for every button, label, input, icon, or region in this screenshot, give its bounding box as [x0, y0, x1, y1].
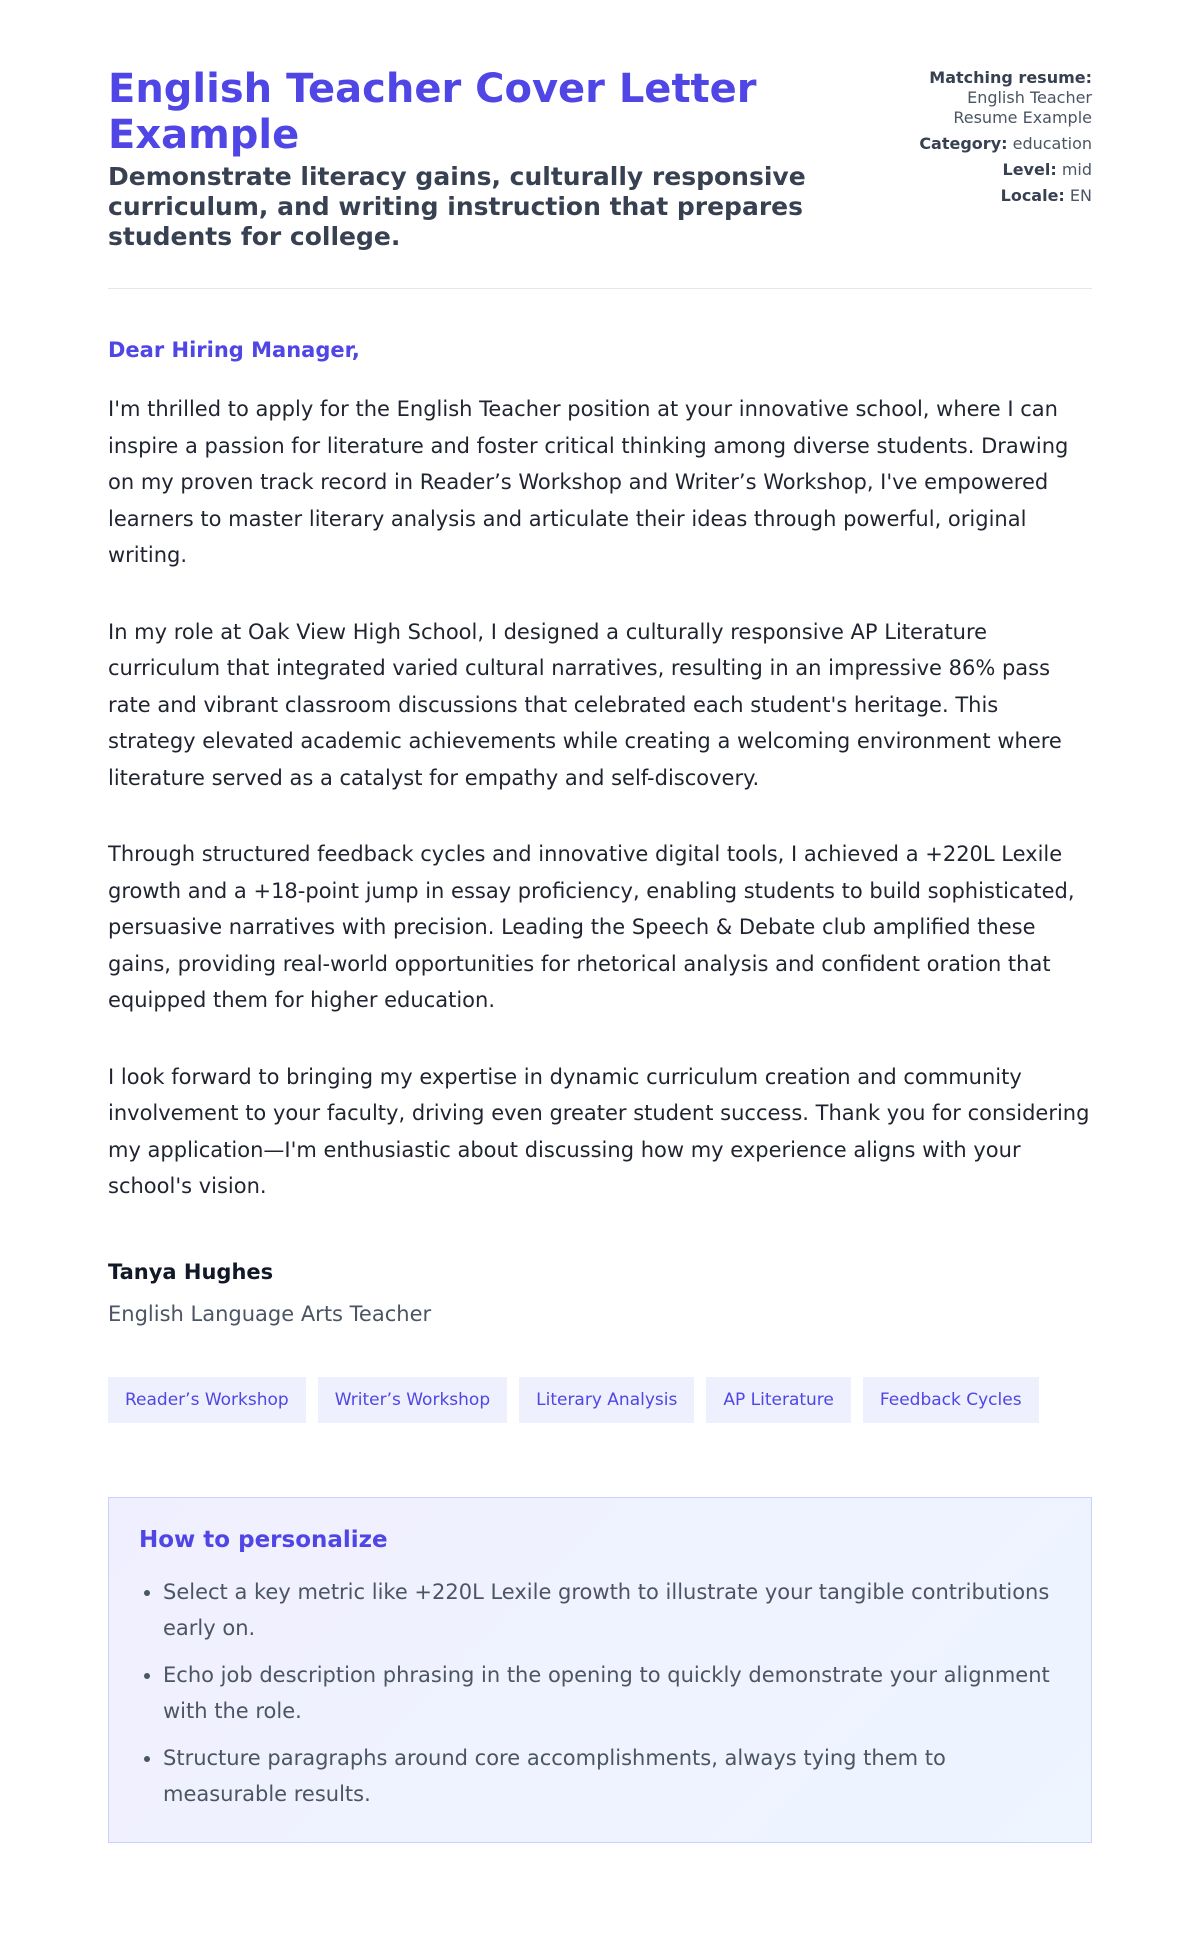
- personalize-tips-box: [108, 1497, 1092, 1843]
- skill-tag: Reader’s Workshop: [108, 1377, 306, 1423]
- letter-paragraph: I'm thrilled to apply for the English Teacher position at your innovative school, where I can inspire a passion for literature and foster critical thinking among diverse students. Drawing on my proven track record in Reader’s Workshop and Writer’s Workshop, I've empowered learners to master literary analysis and articulate their ideas through powerful, original writing.: [108, 397, 1069, 567]
- skill-tag: Literary Analysis: [519, 1377, 694, 1423]
- letter-paragraph: I look forward to bringing my expertise in dynamic curriculum creation and community involvement to your faculty, driving even greater student success. Thank you for considering my application—I'm enthusiastic about discussing how my experience aligns with your school's vision.: [108, 1064, 1090, 1198]
- letter-paragraph: Through structured feedback cycles and innovative digital tools, I achieved a +220L Lexile growth and a +18-point jump in essay proficiency, enabling students to build sophisticated, persuasive narratives with precision. Leading the Speech & Debate club amplified these gains, providing real-world opportunities for rhetorical analysis and confident oration that equipped them for higher education.: [108, 842, 1075, 1012]
- meta-category-value: education: [1012, 134, 1092, 153]
- tip-item: • Echo job description phrasing in the opening to quickly demonstrate your alignment with the role.: [163, 1657, 1061, 1729]
- meta-matching-resume: [841, 68, 1092, 128]
- letter-greeting: Dear Hiring Manager,: [108, 338, 360, 362]
- tips-list: [139, 1574, 1061, 1812]
- skill-tag: AP Literature: [706, 1377, 851, 1423]
- meta-level-value: mid: [1061, 160, 1092, 179]
- meta-level-label: Level:: [1002, 160, 1057, 179]
- meta-locale-label: Locale:: [1000, 186, 1065, 205]
- page-header: [108, 66, 1092, 252]
- signature-role: English Language Arts Teacher: [108, 1301, 432, 1326]
- skill-tag: Writer’s Workshop: [318, 1377, 507, 1423]
- letter-signature: [108, 1259, 1092, 1327]
- page-title: English Teacher Cover Letter Example: [108, 66, 757, 158]
- meta-category-label: Category:: [919, 134, 1008, 153]
- signature-name: Tanya Hughes: [108, 1259, 274, 1284]
- meta-matching-resume-value[interactable]: English Teacher Resume Example: [953, 88, 1092, 127]
- tip-item: • Structure paragraphs around core accomplishments, always tying them to measurable results.: [163, 1740, 1061, 1812]
- header-divider: [108, 288, 1092, 289]
- skill-tags: [108, 1377, 1092, 1423]
- meta-matching-resume-label: Matching resume:: [929, 68, 1092, 87]
- meta-locale: [841, 186, 1092, 206]
- meta-locale-value: EN: [1069, 186, 1092, 205]
- meta-panel: [841, 66, 1092, 212]
- page-subtitle: Demonstrate literacy gains, culturally responsive curriculum, and writing instruction that prepares students for college.: [108, 162, 806, 251]
- header-titles: [108, 66, 841, 252]
- letter-paragraph: In my role at Oak View High School, I designed a culturally responsive AP Literature curriculum that integrated varied cultural narratives, resulting in an impressive 86% pass rate and vibrant classroom discussions that celebrated each student's heritage. This strategy elevated academic achievements while creating a welcoming environment where literature served as a catalyst for empathy and self-discovery.: [108, 619, 1062, 790]
- letter-body: [108, 391, 1092, 1205]
- meta-level: [841, 160, 1092, 180]
- meta-category: [841, 134, 1092, 154]
- skill-tag: Feedback Cycles: [863, 1377, 1039, 1423]
- tips-title: How to personalize: [139, 1526, 388, 1553]
- tip-item: • Select a key metric like +220L Lexile growth to illustrate your tangible contributions early on.: [163, 1574, 1061, 1646]
